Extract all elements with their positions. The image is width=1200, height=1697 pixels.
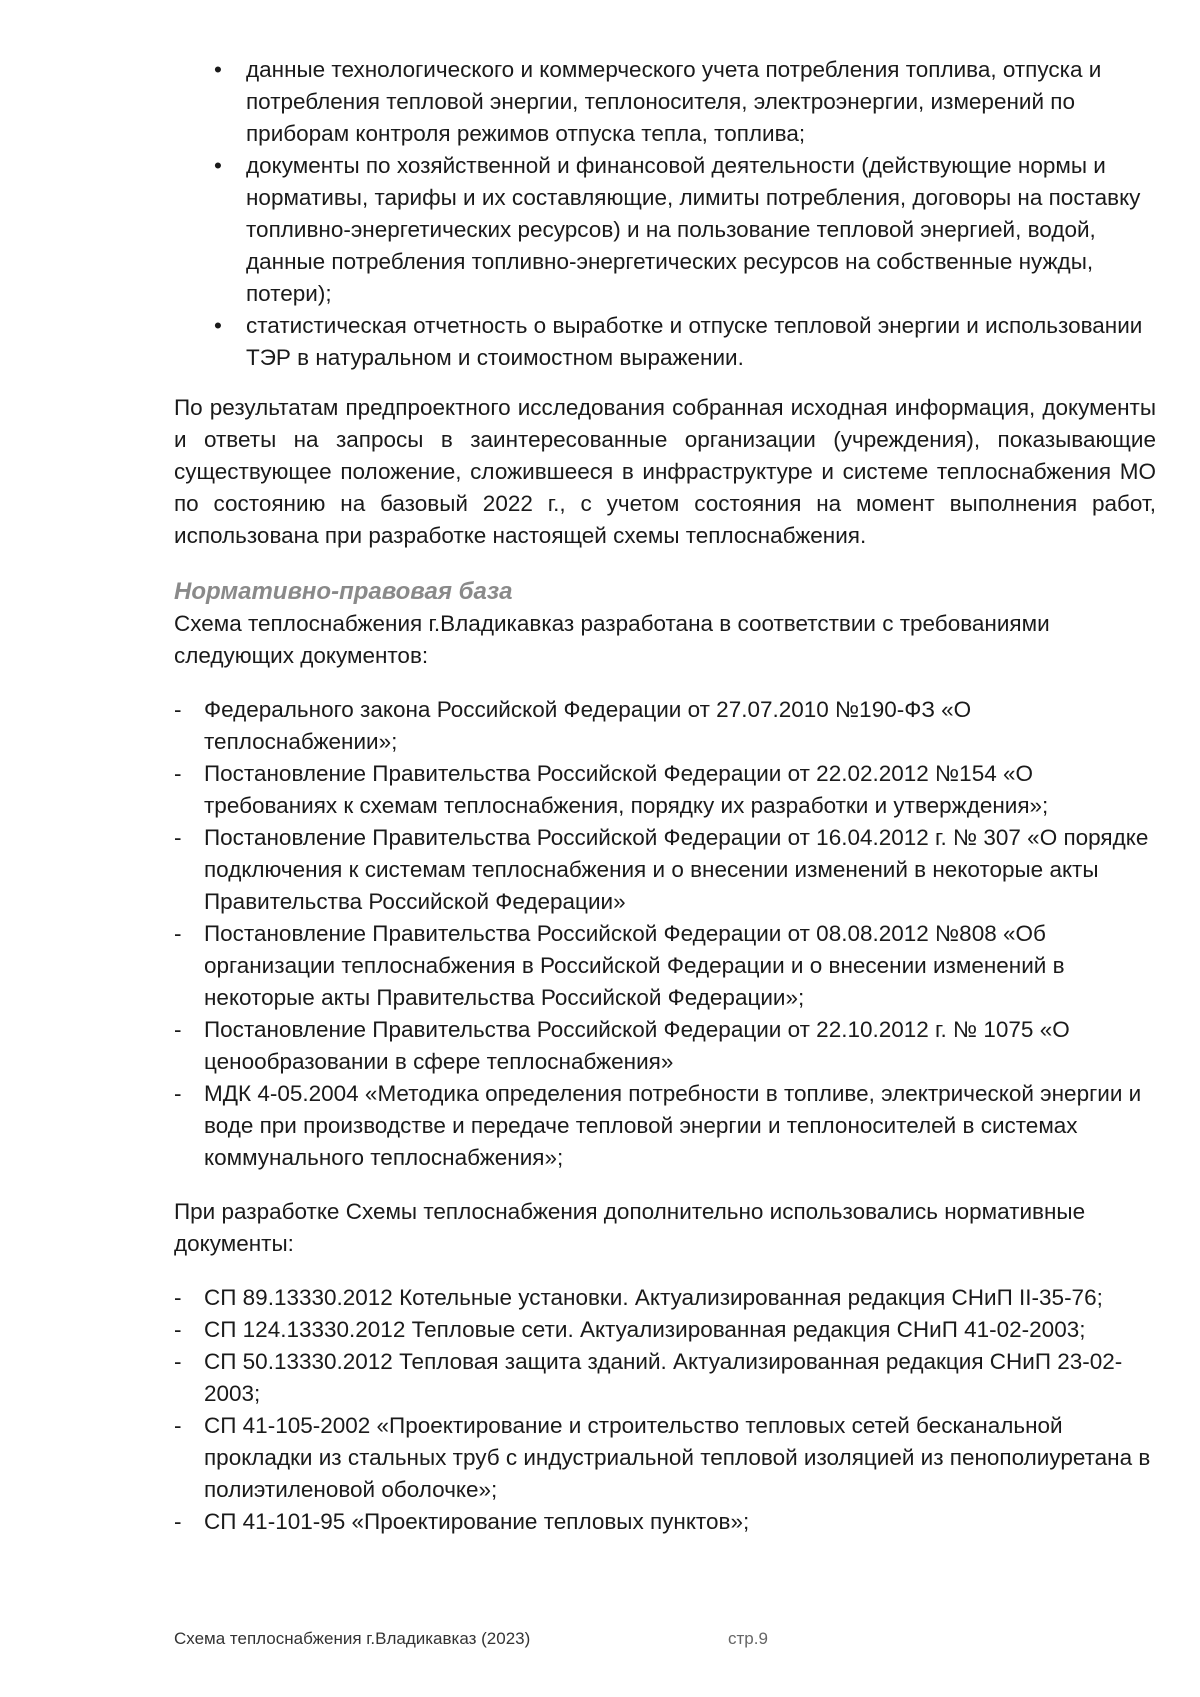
list-item	[174, 694, 1156, 758]
section-heading: Нормативно-правовая база	[174, 578, 513, 605]
legal-documents-list	[174, 694, 1156, 1174]
dash-icon: -	[174, 1509, 182, 1534]
list-item-text: МДК 4-05.2004 «Методика определения потребности в топливе, электрической энергии и воде при производстве и передаче тепловой энергии и теплоносителей в системах коммунального теплоснабжения»;	[204, 1081, 1142, 1170]
list-item	[174, 1506, 1156, 1538]
bullet-icon: •	[214, 57, 222, 82]
bullet-text: данные технологического и коммерческого учета потребления топлива, отпуска и потребления тепловой энергии, теплоносителя, электроэнергии, измерений по приборам контроля режимов отпуска тепла, топлива;	[246, 57, 1102, 146]
list-item	[174, 822, 1156, 918]
normative-documents-list	[174, 1282, 1156, 1538]
list-item	[174, 1282, 1156, 1314]
dash-icon: -	[174, 1017, 182, 1042]
dash-icon: -	[174, 761, 182, 786]
list-item	[174, 1346, 1156, 1410]
list-item-text: Постановление Правительства Российской Федерации от 22.02.2012 №154 «О требованиях к схемам теплоснабжения, порядку их разработки и утверждения»;	[204, 761, 1049, 818]
dash-icon: -	[174, 697, 182, 722]
list-item-text: СП 41-105-2002 «Проектирование и строительство тепловых сетей бесканальной прокладки из стальных труб с индустриальной тепловой изоляцией из пенополиуретана в полиэтиленовой оболочке»;	[204, 1413, 1151, 1502]
dash-icon: -	[174, 1081, 182, 1106]
scheme-basis-paragraph: Схема теплоснабжения г.Владикавказ разработана в соответствии с требованиями следующих документов:	[174, 611, 1050, 668]
list-item	[174, 1410, 1156, 1506]
dash-icon: -	[174, 1317, 182, 1342]
list-item	[174, 918, 1156, 1014]
page-content	[174, 54, 1156, 1538]
dash-icon: -	[174, 825, 182, 850]
list-item-text: СП 124.13330.2012 Тепловые сети. Актуализированная редакция СНиП 41-02-2003;	[204, 1317, 1086, 1342]
list-item	[174, 758, 1156, 822]
list-item-text: СП 41-101-95 «Проектирование тепловых пунктов»;	[204, 1509, 750, 1534]
bullet-text: статистическая отчетность о выработке и отпуске тепловой энергии и использовании ТЭР в натуральном и стоимостном выражении.	[246, 313, 1143, 370]
dash-icon: -	[174, 1413, 182, 1438]
bullet-icon: •	[214, 313, 222, 338]
bullet-item	[174, 54, 1156, 150]
bullet-icon: •	[214, 153, 222, 178]
source-data-bullet-list	[174, 54, 1156, 374]
results-paragraph: По результатам предпроектного исследования собранная исходная информация, документы и ответы на запросы в заинтересованные организации (учреждения), показывающие существующее положение, сложившееся в инфраструктуре и системе теплоснабжения МО по состоянию на базовый 2022 г., с учетом состояния на момент выполнения работ, использована при разработке настоящей схемы теплоснабжения.	[174, 395, 1156, 548]
list-item-text: СП 89.13330.2012 Котельные установки. Актуализированная редакция СНиП II-35-76;	[204, 1285, 1103, 1310]
list-item-text: Постановление Правительства Российской Федерации от 08.08.2012 №808 «Об организации теплоснабжения в Российской Федерации и о внесении изменений в некоторые акты Правительства Российской Федерации»;	[204, 921, 1065, 1010]
list-item-text: Федерального закона Российской Федерации от 27.07.2010 №190-ФЗ «О теплоснабжении»;	[204, 697, 972, 754]
bullet-item	[174, 310, 1156, 374]
dash-icon: -	[174, 921, 182, 946]
list-item-text: Постановление Правительства Российской Федерации от 16.04.2012 г. № 307 «О порядке подключения к системам теплоснабжения и о внесении изменений в некоторые акты Правительства Российской Федерации»	[204, 825, 1149, 914]
bullet-item	[174, 150, 1156, 310]
footer-page-number: стр.9	[728, 1629, 768, 1648]
list-item	[174, 1014, 1156, 1078]
footer-document-name: Схема теплоснабжения г.Владикавказ (2023)	[174, 1629, 531, 1648]
additional-documents-paragraph: При разработке Схемы теплоснабжения дополнительно использовались нормативные документы:	[174, 1199, 1086, 1256]
list-item-text: СП 50.13330.2012 Тепловая защита зданий. Актуализированная редакция СНиП 23-02-2003;	[204, 1349, 1123, 1406]
bullet-text: документы по хозяйственной и финансовой деятельности (действующие нормы и нормативы, тарифы и их составляющие, лимиты потребления, договоры на поставку топливно-энергетических ресурсов) и на пользование тепловой энергией, водой, данные потребления топливно-энергетических ресурсов на собственные нужды, потери);	[246, 153, 1141, 306]
dash-icon: -	[174, 1349, 182, 1374]
list-item	[174, 1078, 1156, 1174]
dash-icon: -	[174, 1285, 182, 1310]
list-item-text: Постановление Правительства Российской Федерации от 22.10.2012 г. № 1075 «О ценообразовании в сфере теплоснабжения»	[204, 1017, 1070, 1074]
list-item	[174, 1314, 1156, 1346]
